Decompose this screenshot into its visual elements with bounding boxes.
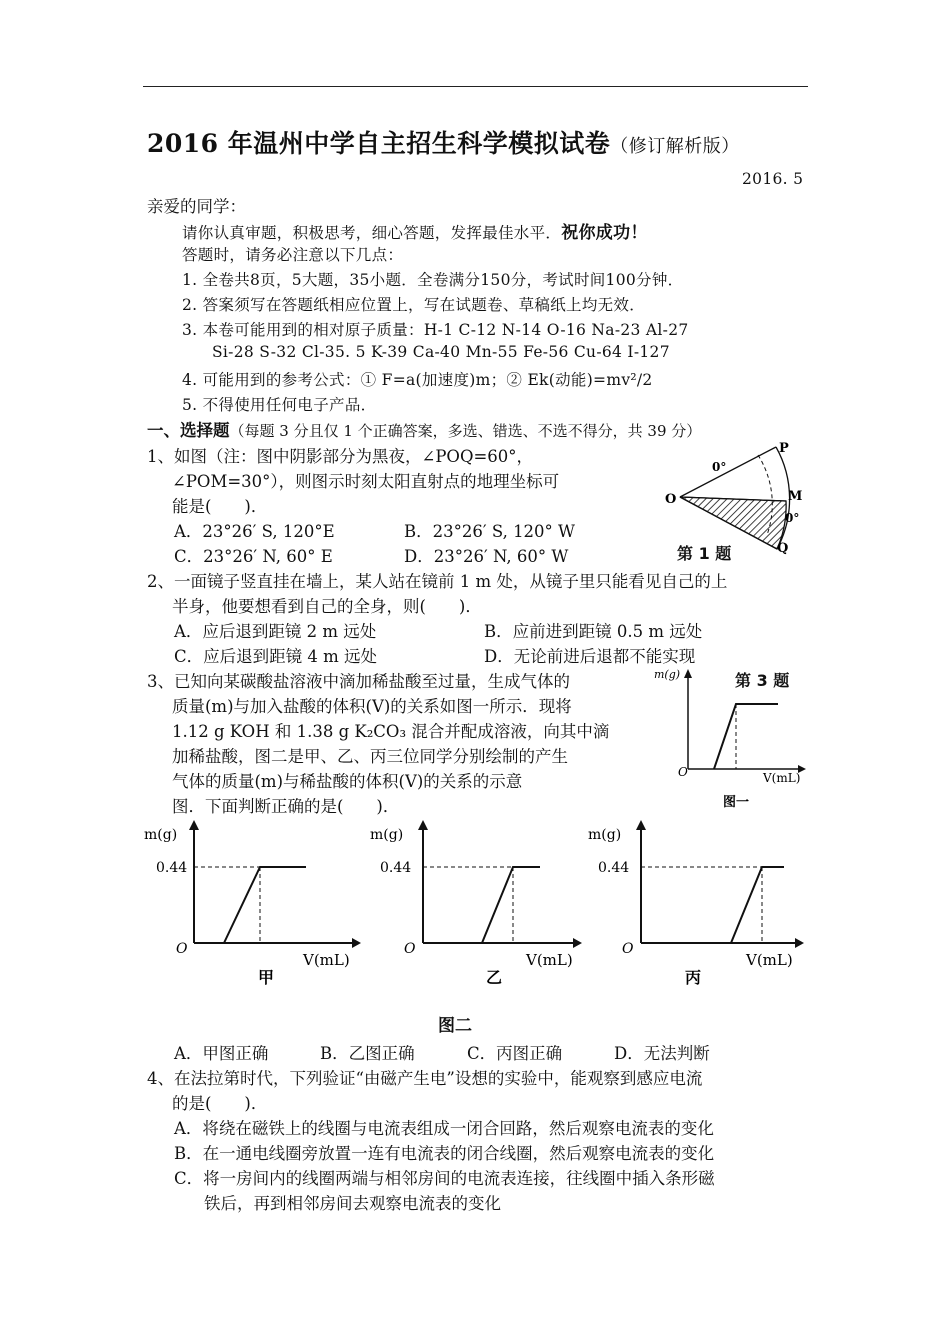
title-main: 2016 年温州中学自主招生科学模拟试卷 — [147, 129, 611, 158]
label-o: O — [665, 492, 677, 507]
q1-option-c: C．23°26′ N, 60° E — [174, 547, 333, 566]
q3-option-d: D．无法判断 — [614, 1044, 710, 1063]
x-label: V(mL) — [526, 951, 573, 969]
q3-figure-2 — [140, 815, 840, 995]
q2-option-b: B．应前进到距镜 0.5 m 远处 — [484, 622, 703, 641]
label-q: Q — [777, 541, 789, 556]
q3-figure-caption: 第 3 题 — [735, 671, 790, 690]
y-axis-arrow — [684, 669, 692, 678]
y-tick: 0.44 — [598, 860, 630, 876]
section-title: 一、选择题 — [147, 421, 230, 440]
y-label: m(g) — [144, 827, 178, 843]
x-axis-arrow — [795, 938, 804, 948]
q2-option-c: C．应后退到距镜 4 m 远处 — [174, 647, 378, 666]
q3-line6: 图．下面判断正确的是( )． — [172, 797, 400, 816]
page-title — [147, 124, 740, 160]
note-2: 2. 答案须写在答题纸相应位置上，写在试题卷、草稿纸上均无效． — [182, 296, 646, 314]
greeting: 亲爱的同学： — [147, 197, 246, 216]
origin: O — [176, 941, 188, 957]
q1-option-d: D．23°26′ N, 60° W — [404, 547, 569, 566]
note-5: 5. 不得使用任何电子产品． — [182, 396, 377, 414]
q1-option-a: A．23°26′ S, 120°E — [174, 522, 335, 541]
q3-option-a: A．甲图正确 — [174, 1044, 269, 1063]
x-label: V(mL) — [763, 771, 801, 785]
y-tick: 0.44 — [380, 860, 412, 876]
label-m: M — [788, 489, 803, 504]
q1-line2: ∠POM=30°），则图示时刻太阳直射点的地理坐标可 — [172, 472, 560, 491]
panel-name: 甲 — [258, 968, 275, 987]
q2-option-d: D．无论前进后退都不能实现 — [484, 647, 696, 666]
panel-name: 乙 — [486, 968, 503, 987]
section-note: （每题 3 分且仅 1 个正确答案，多选、错选、不选不得分，共 39 分） — [229, 422, 702, 440]
q3-line3: 1.12 g KOH 和 1.38 g K₂CO₃ 混合并配成溶液，向其中滴 — [172, 722, 610, 741]
intro-line1 — [182, 218, 648, 243]
label-zero-right: 0° — [785, 511, 800, 525]
x-axis-arrow — [352, 938, 361, 948]
title-suffix: （修订解析版） — [610, 136, 740, 157]
section-heading — [147, 417, 701, 441]
curve — [224, 867, 306, 943]
q3-figure-1 — [648, 664, 818, 814]
q3-line2: 质量(m)与加入盐酸的体积(V)的关系如图一所示．现将 — [172, 697, 572, 716]
y-axis-arrow — [636, 820, 646, 830]
intro-line1-bold: 祝你成功！ — [561, 223, 648, 243]
q4-option-c: C．将一房间内的线圈两端与相邻房间的电流表连接，往线圈中插入条形磁 — [174, 1169, 715, 1188]
x-label: V(mL) — [746, 951, 793, 969]
origin: O — [678, 765, 688, 779]
q3-option-c: C．丙图正确 — [467, 1044, 563, 1063]
y-label: m(g) — [370, 827, 404, 843]
note-4: 4. 可能用到的参考公式：① F=a(加速度)m；② Ek(动能)=mv²/2 — [182, 371, 653, 389]
header-rule — [143, 86, 808, 87]
q3-line1: 3、已知向某碳酸盐溶液中滴加稀盐酸至过量，生成气体的 — [147, 672, 570, 691]
q4-line1: 4、在法拉第时代，下列验证“由磁产生电”设想的实验中，能观察到感应电流 — [147, 1069, 703, 1088]
ray-op — [680, 447, 776, 497]
y-tick: 0.44 — [156, 860, 188, 876]
q3-option-b: B．乙图正确 — [320, 1044, 415, 1063]
q4-option-a: A．将绕在磁铁上的线圈与电流表组成一闭合回路，然后观察电流表的变化 — [174, 1119, 714, 1138]
q1-line1: 1、如图（注：图中阴影部分为黑夜，∠POQ=60°， — [147, 447, 534, 466]
q2-line2: 半身，他要想看到自己的全身，则( )． — [172, 597, 482, 616]
intro-line1-text: 请你认真审题，积极思考，细心答题，发挥最佳水平． — [182, 224, 562, 242]
panel-name: 丙 — [685, 968, 702, 987]
panel-yi — [370, 820, 582, 987]
q2-option-a: A．应后退到距镜 2 m 远处 — [174, 622, 377, 641]
label-zero-top: 0° — [712, 460, 727, 474]
origin: O — [404, 941, 416, 957]
q2-line1: 2、一面镜子竖直挂在墙上，某人站在镜前 1 m 处，从镜子里只能看见自己的上 — [147, 572, 728, 591]
note-3: 3. 本卷可能用到的相对原子质量：H-1 C-12 N-14 O-16 Na-23 Al-27 — [182, 321, 689, 339]
y-axis-arrow — [418, 820, 428, 830]
x-axis-arrow — [573, 938, 582, 948]
q4-option-c-cont: 铁后，再到相邻房间去观察电流表的变化 — [204, 1194, 501, 1213]
curve — [714, 704, 778, 769]
q1-line3: 能是( )． — [172, 497, 268, 516]
panel-jia — [144, 820, 361, 987]
y-axis-arrow — [189, 820, 199, 830]
label-p: P — [779, 441, 789, 456]
q4-line2: 的是( )． — [172, 1094, 268, 1113]
intro-line2: 答题时，请务必注意以下几点： — [182, 246, 404, 264]
curve — [482, 867, 540, 943]
note-3-cont: Si-28 S-32 Cl-35. 5 K-39 Ca-40 Mn-55 Fe-56 Cu-64 I-127 — [212, 343, 670, 361]
y-label: m(g) — [588, 827, 622, 843]
fig1-name: 图一 — [723, 795, 750, 810]
q3-figure-2-name: 图二 — [438, 1016, 472, 1036]
origin: O — [622, 941, 634, 957]
q3-line5: 气体的质量(m)与稀盐酸的体积(V)的关系的示意 — [172, 772, 523, 791]
exam-date: 2016. 5 — [742, 170, 804, 188]
y-label: m(g) — [654, 668, 681, 681]
x-label: V(mL) — [303, 951, 350, 969]
q3-line4: 加稀盐酸，图二是甲、乙、丙三位同学分别绘制的产生 — [172, 747, 568, 766]
curve — [731, 867, 784, 943]
note-1: 1. 全卷共8页，5大题，35小题．全卷满分150分，考试时间100分钟． — [182, 271, 684, 289]
q1-figure-caption: 第 1 题 — [677, 544, 732, 563]
panel-bing — [588, 820, 804, 987]
q4-option-b: B．在一通电线圈旁放置一连有电流表的闭合线圈，然后观察电流表的变化 — [174, 1144, 715, 1163]
q1-option-b: B．23°26′ S, 120° W — [404, 522, 576, 541]
